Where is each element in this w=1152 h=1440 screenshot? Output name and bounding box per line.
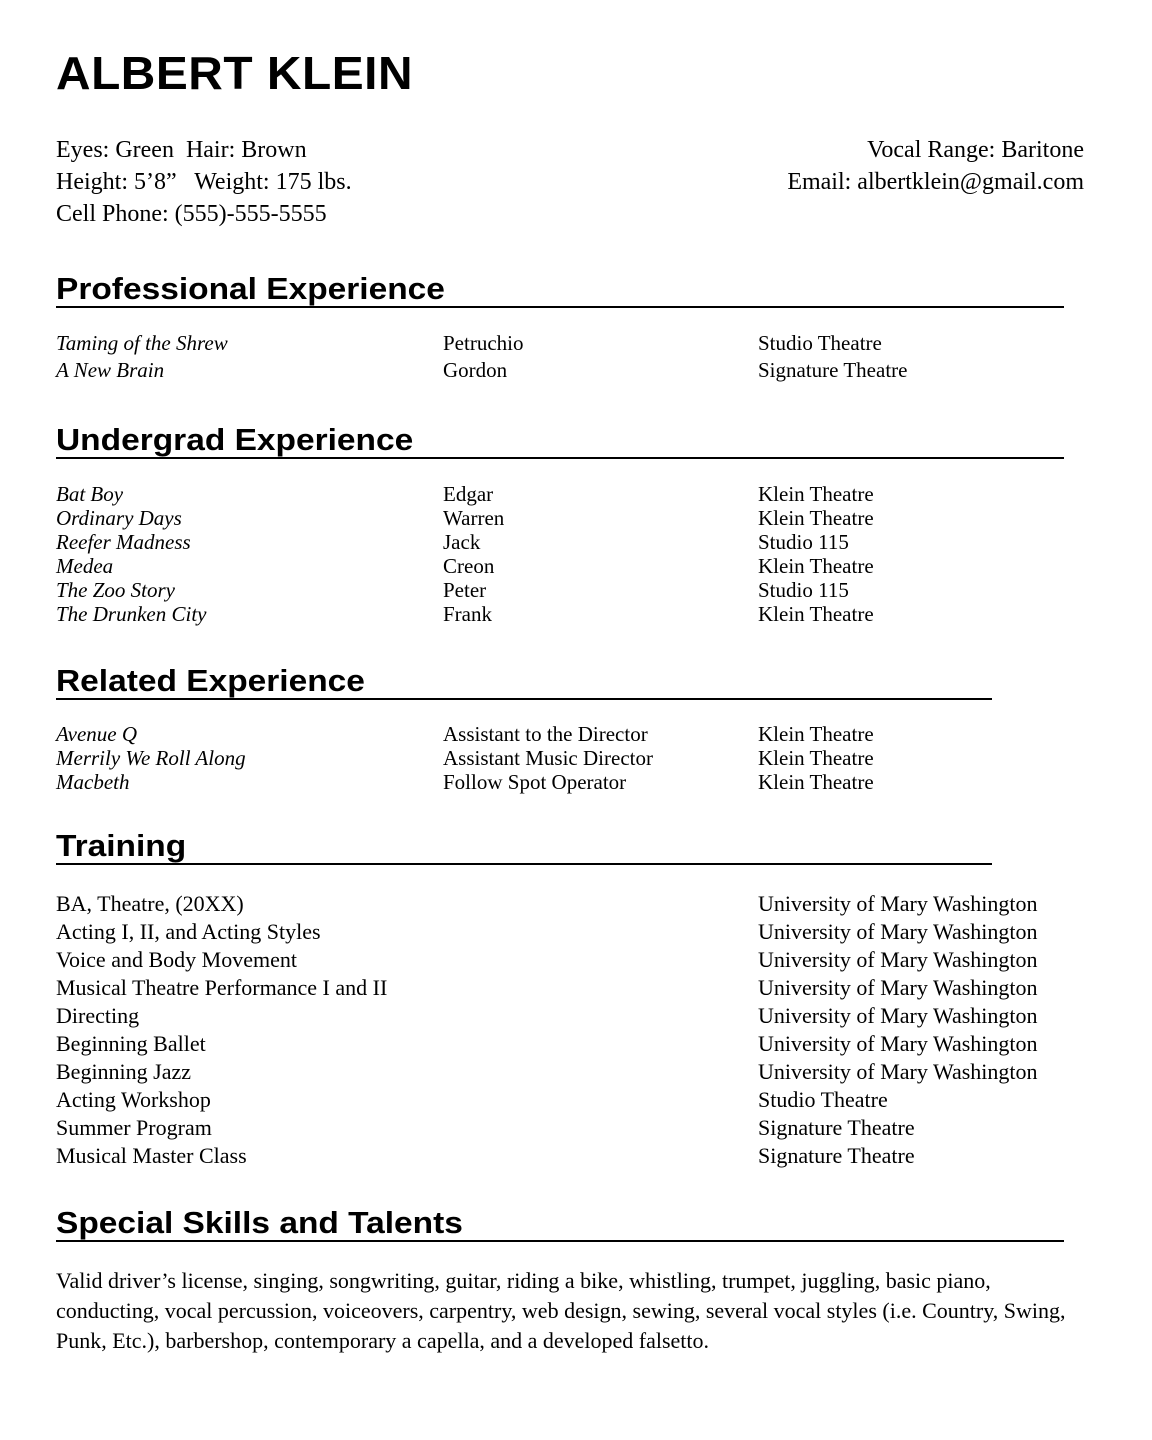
show-title: Bat Boy xyxy=(56,482,124,506)
course: Summer Program xyxy=(56,1115,212,1140)
venue: Studio Theatre xyxy=(758,331,882,355)
personal-info-left xyxy=(56,134,352,230)
show-title: Reefer Madness xyxy=(56,530,191,554)
school: University of Mary Washington xyxy=(758,891,1038,916)
training-title: Training xyxy=(56,828,187,863)
role: Warren xyxy=(443,506,505,530)
show-title: Merrily We Roll Along xyxy=(56,746,246,770)
role: Frank xyxy=(443,602,492,626)
show-title: Ordinary Days xyxy=(56,506,182,530)
show-title: Macbeth xyxy=(56,770,130,794)
vocal-range-line: Vocal Range: Baritone xyxy=(867,137,1084,163)
course: Directing xyxy=(56,1003,140,1028)
show-title: The Zoo Story xyxy=(56,578,176,602)
school: University of Mary Washington xyxy=(758,1059,1038,1084)
course: Voice and Body Movement xyxy=(56,947,297,972)
role: Peter xyxy=(443,578,487,602)
show-title: Medea xyxy=(56,554,114,578)
role: Petruchio xyxy=(443,331,524,355)
training-heading xyxy=(56,829,992,865)
course: Beginning Jazz xyxy=(56,1059,192,1084)
school: University of Mary Washington xyxy=(758,975,1038,1000)
role: Assistant Music Director xyxy=(443,746,653,770)
personal-info-right xyxy=(787,134,1084,198)
undergrad-experience-heading xyxy=(56,423,1064,459)
school: Studio Theatre xyxy=(758,1087,888,1112)
undergrad-experience-title: Undergrad Experience xyxy=(56,422,414,457)
actor-name: ALBERT KLEIN xyxy=(56,47,414,99)
special-skills-heading xyxy=(56,1206,1064,1242)
show-title: The Drunken City xyxy=(56,602,207,626)
height-weight-line: Height: 5’8” Weight: 175 lbs. xyxy=(56,169,352,195)
email-line: Email: albertklein@gmail.com xyxy=(787,169,1084,195)
school: University of Mary Washington xyxy=(758,947,1038,972)
venue: Klein Theatre xyxy=(758,722,874,746)
role: Jack xyxy=(443,530,481,554)
school: Signature Theatre xyxy=(758,1115,915,1140)
school: Signature Theatre xyxy=(758,1143,915,1168)
course: Acting Workshop xyxy=(56,1087,211,1112)
venue: Klein Theatre xyxy=(758,770,874,794)
venue: Klein Theatre xyxy=(758,602,874,626)
related-experience-heading xyxy=(56,664,992,700)
role: Gordon xyxy=(443,358,508,382)
show-title: A New Brain xyxy=(56,358,165,382)
school: University of Mary Washington xyxy=(758,919,1038,944)
eyes-hair-line: Eyes: Green Hair: Brown xyxy=(56,137,307,163)
course: Musical Master Class xyxy=(56,1143,247,1168)
venue: Signature Theatre xyxy=(758,358,908,382)
role: Creon xyxy=(443,554,495,578)
professional-experience-heading xyxy=(56,272,1064,308)
show-title: Taming of the Shrew xyxy=(56,331,228,355)
special-skills-title: Special Skills and Talents xyxy=(56,1205,463,1240)
cell-phone-line: Cell Phone: (555)-555-5555 xyxy=(56,201,327,227)
role: Assistant to the Director xyxy=(443,722,648,746)
venue: Klein Theatre xyxy=(758,506,874,530)
course: Beginning Ballet xyxy=(56,1031,206,1056)
special-skills-text: Valid driver’s license, singing, songwriting, guitar, riding a bike, whistling, trumpet, juggling, basic piano, conducting, vocal percussion, voiceovers, carpentry, web design, sewing, several vocal styles (i.e. Country, Swing, Punk, Etc.), barbershop, contemporary a capella, and a developed falsetto. xyxy=(56,1268,1066,1353)
venue: Studio 115 xyxy=(758,530,849,554)
venue: Klein Theatre xyxy=(758,482,874,506)
role: Follow Spot Operator xyxy=(443,770,627,794)
related-experience-title: Related Experience xyxy=(56,663,365,698)
show-title: Avenue Q xyxy=(56,722,138,746)
venue: Klein Theatre xyxy=(758,554,874,578)
course: Musical Theatre Performance I and II xyxy=(56,975,388,1000)
venue: Studio 115 xyxy=(758,578,849,602)
professional-experience-title: Professional Experience xyxy=(56,271,445,306)
course: BA, Theatre, (20XX) xyxy=(56,891,244,916)
course: Acting I, II, and Acting Styles xyxy=(56,919,321,944)
school: University of Mary Washington xyxy=(758,1003,1038,1028)
school: University of Mary Washington xyxy=(758,1031,1038,1056)
venue: Klein Theatre xyxy=(758,746,874,770)
role: Edgar xyxy=(443,482,494,506)
